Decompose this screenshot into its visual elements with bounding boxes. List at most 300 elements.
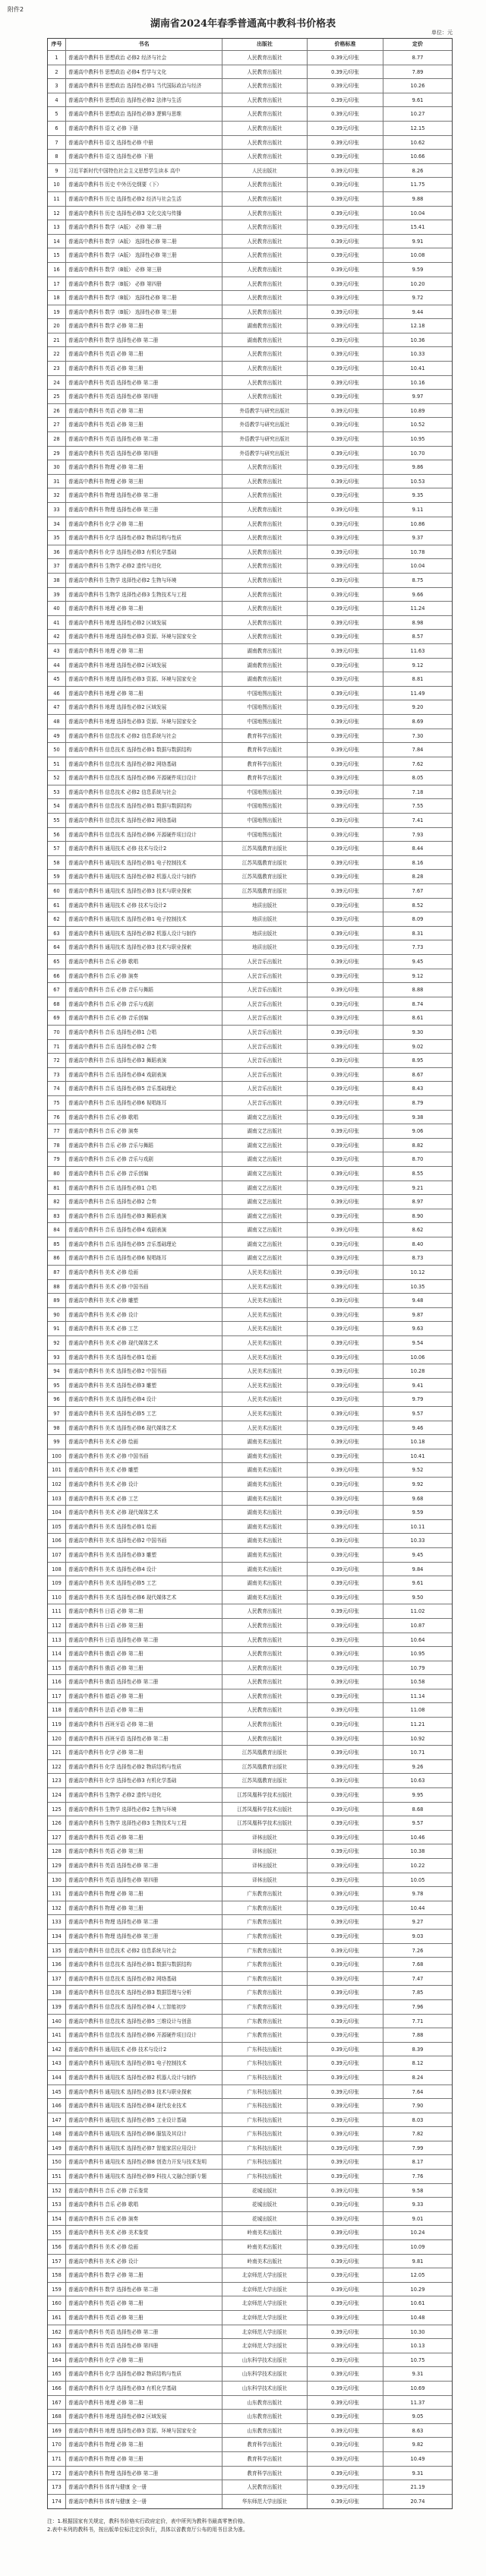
table-row: [48, 2155, 452, 2170]
cell-publisher: 湖南文艺出版社: [222, 1251, 308, 1265]
cell-index: 8: [48, 150, 66, 163]
cell-index: 20: [48, 319, 66, 333]
cell-book-title: 普通高中教科书 西班牙语 选择性必修 第二册: [66, 1732, 222, 1746]
cell-publisher: 中国地图出版社: [222, 814, 308, 827]
cell-price: 10.38: [410, 1848, 425, 1855]
cell-price: 9.33: [412, 2201, 424, 2208]
cell-price-standard: 0.39元/印张: [308, 2424, 383, 2438]
cell-price: 9.12: [412, 972, 424, 979]
cell-price-standard: 0.39元/印张: [308, 1379, 383, 1392]
cell-price: 8.90: [412, 1212, 424, 1219]
cell-book-title: 普通高中教科书 音乐 必修 音乐与舞蹈: [66, 983, 222, 997]
table-row: [48, 1816, 452, 1831]
cell-publisher: 湖南文艺出版社: [222, 1237, 308, 1251]
cell-price-standard: 0.39元/印张: [308, 1859, 383, 1873]
cell-publisher: 教育科学出版社: [222, 771, 308, 785]
cell-price-standard: 0.39元/印张: [308, 1478, 383, 1491]
cell-price-standard: 0.39元/印张: [308, 1718, 383, 1731]
table-row: [48, 1280, 452, 1294]
cell-book-title: 普通高中教科书 物理 必修 第三册: [66, 2452, 222, 2466]
cell-price-standard: 0.39元/印张: [308, 2212, 383, 2226]
cell-publisher: 广东科技出版社: [222, 2071, 308, 2085]
cell-book-title: 普通高中教科书 音乐 选择性必修3 舞蹈表演: [66, 1054, 222, 1067]
cell-publisher: 中国地图出版社: [222, 687, 308, 700]
cell-price-standard: 0.39元/印张: [308, 192, 383, 206]
table-row: [48, 319, 452, 333]
cell-index: 42: [48, 630, 66, 643]
cell-book-title: 普通高中教科书 地理 选择性必修2 区域发展: [66, 616, 222, 630]
cell-publisher: 人民教育出版社: [222, 1675, 308, 1689]
cell-book-title: 普通高中教科书 地理 必修 第二册: [66, 2396, 222, 2410]
cell-book-title: 普通高中教科书 生物学 必修2 遗传与进化: [66, 1788, 222, 1802]
cell-price-standard: 0.39元/印张: [308, 460, 383, 474]
cell-price: 10.46: [410, 1834, 425, 1841]
cell-publisher: 人民美术出版社: [222, 1336, 308, 1350]
table-row: [48, 2283, 452, 2297]
cell-price: 12.05: [410, 2272, 425, 2279]
table-row: [48, 1859, 452, 1873]
cell-price: 10.89: [410, 407, 425, 414]
cell-price-standard: 0.39元/印张: [308, 899, 383, 912]
cell-price-standard: 0.39元/印张: [308, 1040, 383, 1054]
cell-index: 37: [48, 559, 66, 573]
cell-index: 78: [48, 1139, 66, 1152]
cell-index: 59: [48, 870, 66, 883]
cell-price-standard: 0.39元/印张: [308, 1209, 383, 1223]
cell-price-standard: 0.39元/印张: [308, 1096, 383, 1110]
cell-price-standard: 0.39元/印张: [308, 1054, 383, 1067]
table-row: [48, 447, 452, 461]
cell-price-standard: 0.39元/印张: [308, 1534, 383, 1547]
cell-book-title: 普通高中教科书 美术 必修 设计: [66, 2255, 222, 2268]
cell-book-title: 普通高中教科书 德语 必修 第二册: [66, 1689, 222, 1703]
cell-index: 122: [48, 1760, 66, 1774]
table-row: [48, 1930, 452, 1944]
cell-price: 11.75: [410, 182, 425, 188]
cell-price-standard: 0.39元/印张: [308, 1591, 383, 1604]
cell-price: 10.58: [410, 1679, 425, 1686]
cell-price-standard: 0.39元/印张: [308, 2353, 383, 2367]
cell-index: 101: [48, 1463, 66, 1477]
cell-book-title: 普通高中教科书 日语 选择性必修 第二册: [66, 1633, 222, 1647]
cell-book-title: 普通高中教科书 通用技术 选择性必修8 创造力开发与技术发明: [66, 2155, 222, 2169]
table-row: [48, 1392, 452, 1407]
cell-book-title: 普通高中教科书 通用技术 必修 技术与设计2: [66, 899, 222, 912]
cell-price: 10.11: [410, 1523, 425, 1530]
cell-book-title: 普通高中教科书 英语 选择性必修 第四册: [66, 390, 222, 403]
table-row: [48, 1449, 452, 1464]
cell-price: 7.26: [412, 1947, 424, 1954]
cell-index: 133: [48, 1915, 66, 1929]
cell-price: 8.68: [412, 1806, 424, 1813]
cell-index: 64: [48, 940, 66, 954]
cell-book-title: 普通高中教科书 数学（B版） 必修 第四册: [66, 277, 222, 291]
cell-index: 108: [48, 1563, 66, 1576]
cell-index: 82: [48, 1195, 66, 1209]
cell-price: 9.68: [412, 1495, 424, 1502]
cell-price: 9.46: [412, 1424, 424, 1431]
cell-price: 15.41: [410, 224, 425, 231]
cell-index: 106: [48, 1534, 66, 1547]
cell-index: 73: [48, 1068, 66, 1082]
cell-publisher: 江苏凤凰教育出版社: [222, 870, 308, 883]
cell-publisher: 人民美术出版社: [222, 1421, 308, 1435]
table-row: [48, 927, 452, 941]
cell-price-standard: 0.39元/印张: [308, 602, 383, 615]
cell-book-title: 普通高中教科书 音乐 选择性必修2 合奏: [66, 1040, 222, 1054]
cell-price-standard: 0.39元/印张: [308, 2240, 383, 2254]
cell-publisher: 教育科学出版社: [222, 757, 308, 771]
cell-price: 12.15: [410, 125, 425, 131]
footnote-line-1: 注：1.根据国家有关规定，教科书价格实行政府定价，表中所列为教科书最高零售价格。: [47, 2518, 248, 2524]
cell-price: 7.89: [412, 68, 424, 75]
cell-price: 10.63: [410, 1778, 425, 1784]
cell-book-title: 普通高中教科书 地理 必修 第二册: [66, 602, 222, 615]
cell-publisher: 江苏凤凰科学技术出版社: [222, 1788, 308, 1802]
table-row: [48, 277, 452, 292]
table-row: [48, 687, 452, 701]
cell-publisher: 岭南美术出版社: [222, 2255, 308, 2268]
cell-publisher: 人民音乐出版社: [222, 1026, 308, 1039]
table-row: [48, 1986, 452, 2000]
cell-index: 117: [48, 1689, 66, 1703]
cell-publisher: 湖南文艺出版社: [222, 1181, 308, 1195]
cell-price-standard: 0.39元/印张: [308, 2367, 383, 2381]
cell-publisher: 湖南文艺出版社: [222, 1124, 308, 1138]
cell-price-standard: 0.39元/印张: [308, 1675, 383, 1689]
cell-publisher: 山东科学技术出版社: [222, 2353, 308, 2367]
cell-book-title: 普通高中教科书 物理 选择性必修 第二册: [66, 2467, 222, 2480]
cell-index: 45: [48, 672, 66, 686]
cell-price: 8.26: [412, 167, 424, 174]
cell-index: 151: [48, 2170, 66, 2183]
cell-index: 110: [48, 1591, 66, 1604]
cell-price: 11.24: [410, 605, 425, 612]
cell-price-standard: 0.39元/印张: [308, 687, 383, 700]
cell-price: 9.44: [412, 308, 424, 315]
cell-book-title: 普通高中教科书 音乐 必修 歌唱: [66, 1111, 222, 1124]
cell-price: 10.53: [410, 478, 425, 485]
cell-publisher: 中国地图出版社: [222, 828, 308, 842]
cell-book-title: 普通高中教科书 化学 必修 第二册: [66, 2353, 222, 2367]
table-row: [48, 1181, 452, 1196]
cell-price-standard: 0.39元/印张: [308, 2452, 383, 2466]
table-row: [48, 1915, 452, 1930]
cell-publisher: 中国地图出版社: [222, 785, 308, 799]
cell-book-title: 普通高中教科书 美术 必修 现代媒体艺术: [66, 1336, 222, 1350]
table-row: [48, 1972, 452, 1987]
table-row: [48, 1364, 452, 1379]
cell-publisher: 山东教育出版社: [222, 2424, 308, 2438]
cell-publisher: 译林出版社: [222, 1844, 308, 1858]
cell-publisher: 湖南文艺出版社: [222, 1223, 308, 1237]
cell-price: 10.86: [410, 520, 425, 527]
cell-price: 10.95: [410, 436, 425, 443]
cell-publisher: 花城出版社: [222, 2184, 308, 2198]
cell-index: 121: [48, 1746, 66, 1759]
cell-index: 169: [48, 2424, 66, 2438]
cell-index: 144: [48, 2071, 66, 2085]
cell-price-standard: 0.39元/印张: [308, 955, 383, 969]
cell-price-standard: 0.39元/印张: [308, 1901, 383, 1915]
cell-price: 20.74: [410, 2498, 425, 2505]
table-row: [48, 1901, 452, 1916]
cell-price: 10.66: [410, 153, 425, 160]
cell-index: 18: [48, 291, 66, 305]
cell-price: 10.36: [410, 337, 425, 343]
cell-index: 92: [48, 1336, 66, 1350]
cell-index: 2: [48, 65, 66, 79]
cell-publisher: 教育科学出版社: [222, 729, 308, 743]
cell-price-standard: 0.39元/印张: [308, 2268, 383, 2282]
cell-index: 167: [48, 2396, 66, 2410]
cell-publisher: 人民教育出版社: [222, 2480, 308, 2494]
cell-index: 165: [48, 2367, 66, 2381]
cell-book-title: 普通高中教科书 音乐 必修 音乐创编: [66, 1011, 222, 1025]
cell-price: 8.31: [412, 930, 424, 937]
cell-book-title: 普通高中教科书 音乐 必修 歌唱: [66, 2198, 222, 2211]
cell-index: 107: [48, 1548, 66, 1562]
table-row: [48, 488, 452, 503]
cell-book-title: 普通高中教科书 通用技术 选择性必修1 电子控制技术: [66, 856, 222, 870]
cell-index: 71: [48, 1040, 66, 1054]
cell-price-standard: 0.39元/印张: [308, 927, 383, 940]
cell-book-title: 普通高中教科书 美术 必修 雕塑: [66, 1294, 222, 1307]
cell-book-title: 普通高中教科书 英语 选择性必修 第四册: [66, 1873, 222, 1887]
table-row: [48, 390, 452, 404]
cell-publisher: 译林出版社: [222, 1873, 308, 1887]
table-row: [48, 785, 452, 800]
cell-index: 139: [48, 2000, 66, 2014]
table-row: [48, 2311, 452, 2325]
cell-book-title: 普通高中教科书 通用技术 选择性必修7 智能家居应用设计: [66, 2141, 222, 2155]
cell-price: 9.38: [412, 1114, 424, 1120]
cell-publisher: 湖南美术出版社: [222, 1576, 308, 1590]
cell-price-standard: 0.39元/印张: [308, 559, 383, 573]
cell-price: 10.33: [410, 1538, 425, 1544]
cell-index: 11: [48, 192, 66, 206]
cell-index: 156: [48, 2240, 66, 2254]
cell-book-title: 普通高中教科书 生物学 选择性必修2 生物与环境: [66, 1803, 222, 1816]
cell-publisher: 湖南美术出版社: [222, 1506, 308, 1519]
cell-publisher: 广东教育出版社: [222, 2000, 308, 2014]
cell-index: 47: [48, 700, 66, 714]
cell-price-standard: 0.39元/印张: [308, 630, 383, 643]
cell-price-standard: 0.39元/印张: [308, 2480, 383, 2494]
cell-book-title: 普通高中教科书 英语 选择性必修 第二册: [66, 2325, 222, 2339]
table-row: [48, 1675, 452, 1689]
cell-index: 54: [48, 799, 66, 813]
cell-publisher: 中国地图出版社: [222, 799, 308, 813]
cell-price-standard: 0.39元/印张: [308, 475, 383, 488]
table-row: [48, 2071, 452, 2085]
cell-index: 119: [48, 1718, 66, 1731]
table-row: [48, 362, 452, 376]
cell-price: 8.16: [412, 859, 424, 866]
cell-publisher: 湖南美术出版社: [222, 1478, 308, 1491]
table-row: [48, 1237, 452, 1252]
cell-index: 118: [48, 1703, 66, 1717]
table-row: [48, 1111, 452, 1125]
table-row: [48, 2424, 452, 2439]
table-row: [48, 1308, 452, 1323]
cell-price: 8.88: [412, 987, 424, 994]
cell-price-standard: 0.39元/印张: [308, 574, 383, 587]
cell-publisher: 地质出版社: [222, 940, 308, 954]
table-row: [48, 2240, 452, 2255]
cell-publisher: 外语教学与研究出版社: [222, 432, 308, 446]
cell-book-title: 普通高中教科书 俄语 选择性必修 第二册: [66, 1675, 222, 1689]
cell-index: 70: [48, 1026, 66, 1039]
cell-publisher: 人民教育出版社: [222, 65, 308, 79]
cell-price-standard: 0.39元/印张: [308, 1294, 383, 1307]
cell-price: 9.78: [412, 1891, 424, 1898]
cell-book-title: 普通高中教科书 英语 选择性必修 第二册: [66, 376, 222, 390]
table-row: [48, 2325, 452, 2340]
cell-price: 10.08: [410, 252, 425, 259]
table-row: [48, 870, 452, 884]
cell-price: 7.73: [412, 944, 424, 951]
cell-publisher: 人民教育出版社: [222, 1732, 308, 1746]
cell-index: 87: [48, 1266, 66, 1279]
cell-price-standard: 0.39元/印张: [308, 616, 383, 630]
cell-publisher: 人民教育出版社: [222, 107, 308, 121]
cell-publisher: 人民教育出版社: [222, 347, 308, 361]
cell-price: 10.09: [410, 2244, 425, 2251]
cell-price: 8.82: [412, 1142, 424, 1149]
cell-price: 9.45: [412, 959, 424, 965]
table-row: [48, 1082, 452, 1096]
cell-publisher: 人民教育出版社: [222, 1633, 308, 1647]
cell-index: 69: [48, 1011, 66, 1025]
cell-price: 7.41: [412, 817, 424, 824]
cell-index: 58: [48, 856, 66, 870]
cell-book-title: 普通高中教科书 信息技术 选择性必修1 数据与数据结构: [66, 799, 222, 813]
table-row: [48, 65, 452, 80]
cell-publisher: 广东科技出版社: [222, 2043, 308, 2056]
cell-index: 88: [48, 1280, 66, 1294]
cell-publisher: 华东师范大学出版社: [222, 2495, 308, 2509]
cell-publisher: 北京师范大学出版社: [222, 2325, 308, 2339]
cell-book-title: 普通高中教科书 美术 选择性必修3 雕塑: [66, 1548, 222, 1562]
cell-book-title: 普通高中教科书 美术 必修 工艺: [66, 1322, 222, 1335]
cell-publisher: 湖南文艺出版社: [222, 1111, 308, 1124]
cell-book-title: 普通高中教科书 历史 选择性必修2 经济与社会生活: [66, 192, 222, 206]
cell-price-standard: 0.39元/印张: [308, 178, 383, 191]
cell-price: 10.44: [410, 1904, 425, 1911]
cell-price: 8.97: [412, 1199, 424, 1206]
table-row: [48, 1844, 452, 1859]
cell-price-standard: 0.39元/印张: [308, 1944, 383, 1958]
cell-index: 30: [48, 460, 66, 474]
cell-index: 130: [48, 1873, 66, 1887]
cell-book-title: 习近平新时代中国特色社会主义思想学生读本 高中: [66, 164, 222, 178]
cell-index: 9: [48, 164, 66, 178]
table-row: [48, 2212, 452, 2227]
cell-publisher: 人民音乐出版社: [222, 1011, 308, 1025]
cell-index: 128: [48, 1844, 66, 1858]
cell-publisher: 广东科技出版社: [222, 2113, 308, 2127]
cell-index: 55: [48, 814, 66, 827]
cell-price: 8.44: [412, 845, 424, 852]
cell-book-title: 普通高中教科书 美术 选择性必修5 工艺: [66, 1407, 222, 1421]
cell-book-title: 普通高中教科书 美术 必修 绘画: [66, 1435, 222, 1449]
cell-publisher: 外语教学与研究出版社: [222, 404, 308, 418]
cell-index: 154: [48, 2212, 66, 2226]
cell-price-standard: 0.39元/印张: [308, 1986, 383, 1999]
cell-book-title: 普通高中教科书 地理 选择性必修3 资源、环境与国家安全: [66, 672, 222, 686]
cell-price-standard: 0.39元/印张: [308, 729, 383, 743]
cell-price-standard: 0.39元/印张: [308, 2396, 383, 2410]
cell-publisher: 岭南美术出版社: [222, 2240, 308, 2254]
table-row: [48, 1294, 452, 1308]
cell-price: 8.73: [412, 1255, 424, 1262]
cell-price: 8.24: [412, 2074, 424, 2081]
cell-index: 27: [48, 418, 66, 431]
cell-publisher: 人民教育出版社: [222, 574, 308, 587]
cell-book-title: 普通高中教科书 信息技术 选择性必修2 网络基础: [66, 757, 222, 771]
table-row: [48, 2015, 452, 2029]
cell-index: 40: [48, 602, 66, 615]
table-row: [48, 969, 452, 984]
cell-publisher: 湖南美术出版社: [222, 1563, 308, 1576]
cell-book-title: 普通高中教科书 地理 选择性必修3 资源、环境与国家安全: [66, 2424, 222, 2438]
cell-price: 10.24: [410, 2230, 425, 2236]
cell-price: 10.13: [410, 2343, 425, 2350]
cell-price-standard: 0.39元/印张: [308, 333, 383, 347]
cell-index: 62: [48, 912, 66, 926]
cell-book-title: 普通高中教科书 化学 必修 第二册: [66, 517, 222, 531]
cell-book-title: 普通高中教科书 美术 必修 工艺: [66, 1492, 222, 1506]
cell-publisher: 人民教育出版社: [222, 376, 308, 390]
cell-price-standard: 0.39元/印张: [308, 672, 383, 686]
cell-price-standard: 0.39元/印张: [308, 1760, 383, 1774]
cell-price: 10.49: [410, 2455, 425, 2462]
cell-price: 10.04: [410, 210, 425, 217]
cell-index: 143: [48, 2056, 66, 2070]
cell-index: 1: [48, 51, 66, 65]
cell-index: 46: [48, 687, 66, 700]
cell-price: 10.26: [410, 83, 425, 90]
cell-index: 140: [48, 2015, 66, 2028]
cell-price-standard: 0.39元/印张: [308, 997, 383, 1011]
cell-index: 116: [48, 1675, 66, 1689]
cell-publisher: 人民教育出版社: [222, 517, 308, 531]
cell-price: 8.69: [412, 718, 424, 725]
table-row: [48, 1195, 452, 1209]
cell-price-standard: 0.39元/印张: [308, 983, 383, 997]
cell-index: 83: [48, 1209, 66, 1223]
cell-price: 10.20: [410, 280, 425, 287]
cell-price-standard: 0.39元/印张: [308, 1266, 383, 1279]
cell-price: 9.91: [412, 238, 424, 245]
table-header-row: [48, 39, 452, 51]
table-row: [48, 404, 452, 419]
cell-price-standard: 0.39元/印张: [308, 1746, 383, 1759]
cell-index: 43: [48, 644, 66, 658]
cell-price: 10.35: [410, 1283, 425, 1290]
cell-index: 68: [48, 997, 66, 1011]
cell-index: 148: [48, 2127, 66, 2141]
cell-publisher: 人民音乐出版社: [222, 1082, 308, 1095]
cell-index: 80: [48, 1167, 66, 1181]
cell-price-standard: 0.39元/印张: [308, 404, 383, 418]
cell-index: 123: [48, 1774, 66, 1787]
table-row: [48, 1167, 452, 1181]
cell-publisher: 人民教育出版社: [222, 150, 308, 163]
table-row: [48, 1619, 452, 1633]
cell-index: 85: [48, 1237, 66, 1251]
